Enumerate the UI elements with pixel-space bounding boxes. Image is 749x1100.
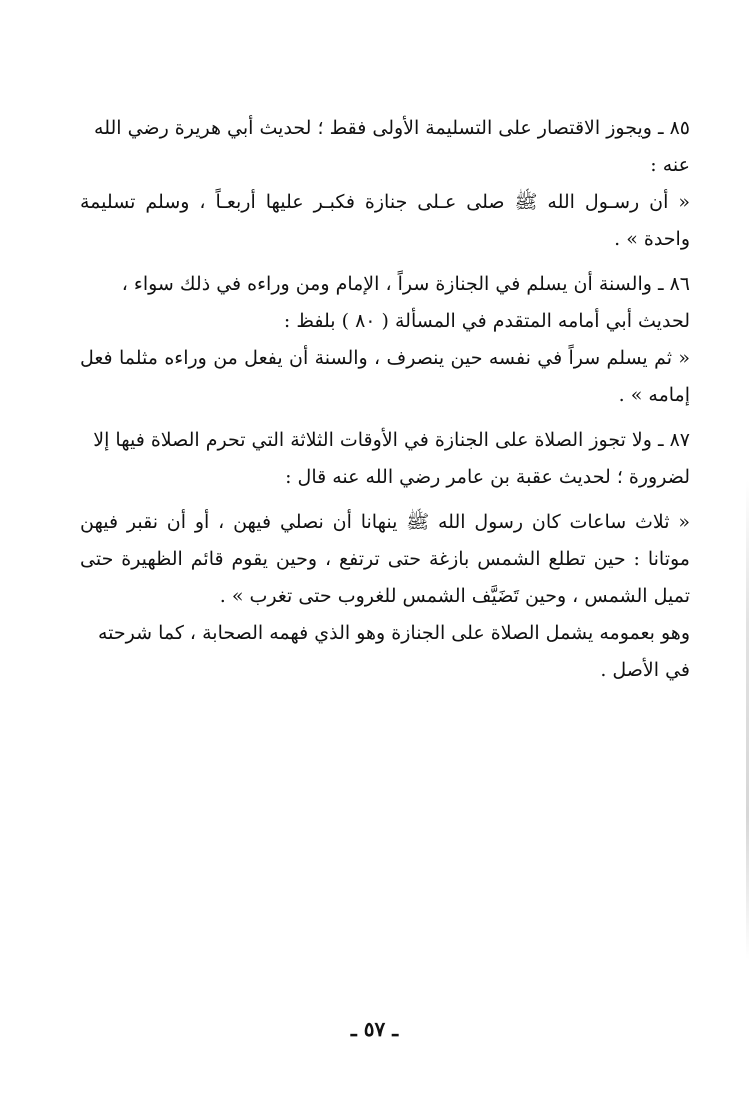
paragraph-87: ٨٧ ـ ولا تجوز الصلاة على الجنازة في الأوقات الثلاثة التي تحرم الصلاة فيها إلا لضرورة ؛ لحديث عقبة بن عامر رضي الله عنه قال : xyxy=(93,429,690,488)
page-body xyxy=(80,110,690,689)
paragraph-86-hadith-quote: « ثم يسلم سراً في نفسه حين ينصرف ، والسنة أن يفعل من وراءه مثلما فعل إمامه » . xyxy=(80,347,690,406)
paragraph-85: ٨٥ ـ ويجوز الاقتصار على التسليمة الأولى فقط ؛ لحديث أبي هريرة رضي الله عنه : xyxy=(94,117,690,176)
paragraph-85-hadith-quote: « أن رسـول الله ﷺ صلى عـلى جنازة فكبـر عليها أربعـاً ، وسلم تسليمة واحدة » . xyxy=(80,191,690,250)
paragraph-87-note: وهو بعمومه يشمل الصلاة على الجنازة وهو الذي فهمه الصحابة ، كما شرحته في الأصل . xyxy=(97,622,690,681)
page-number: ـ ٥٧ ـ xyxy=(350,1017,399,1041)
paragraph-86: ٨٦ ـ والسنة أن يسلم في الجنازة سراً ، الإمام ومن وراءه في ذلك سواء ، لحديث أبي أمامه المتقدم في المسألة ( ٨٠ ) بلفظ : xyxy=(121,273,690,332)
paragraph-87-hadith-quote: « ثلاث ساعات كان رسول الله ﷺ ينهانا أن نصلي فيهن ، أو أن نقبر فيهن موتانا : حين تطلع الشمس بازغة حتى ترتفع ، وحين يقوم قائم الظهيرة حتى تميل الشمس ، وحين تَضَيَّف الشمس للغروب حتى تغرب » . xyxy=(80,511,690,607)
